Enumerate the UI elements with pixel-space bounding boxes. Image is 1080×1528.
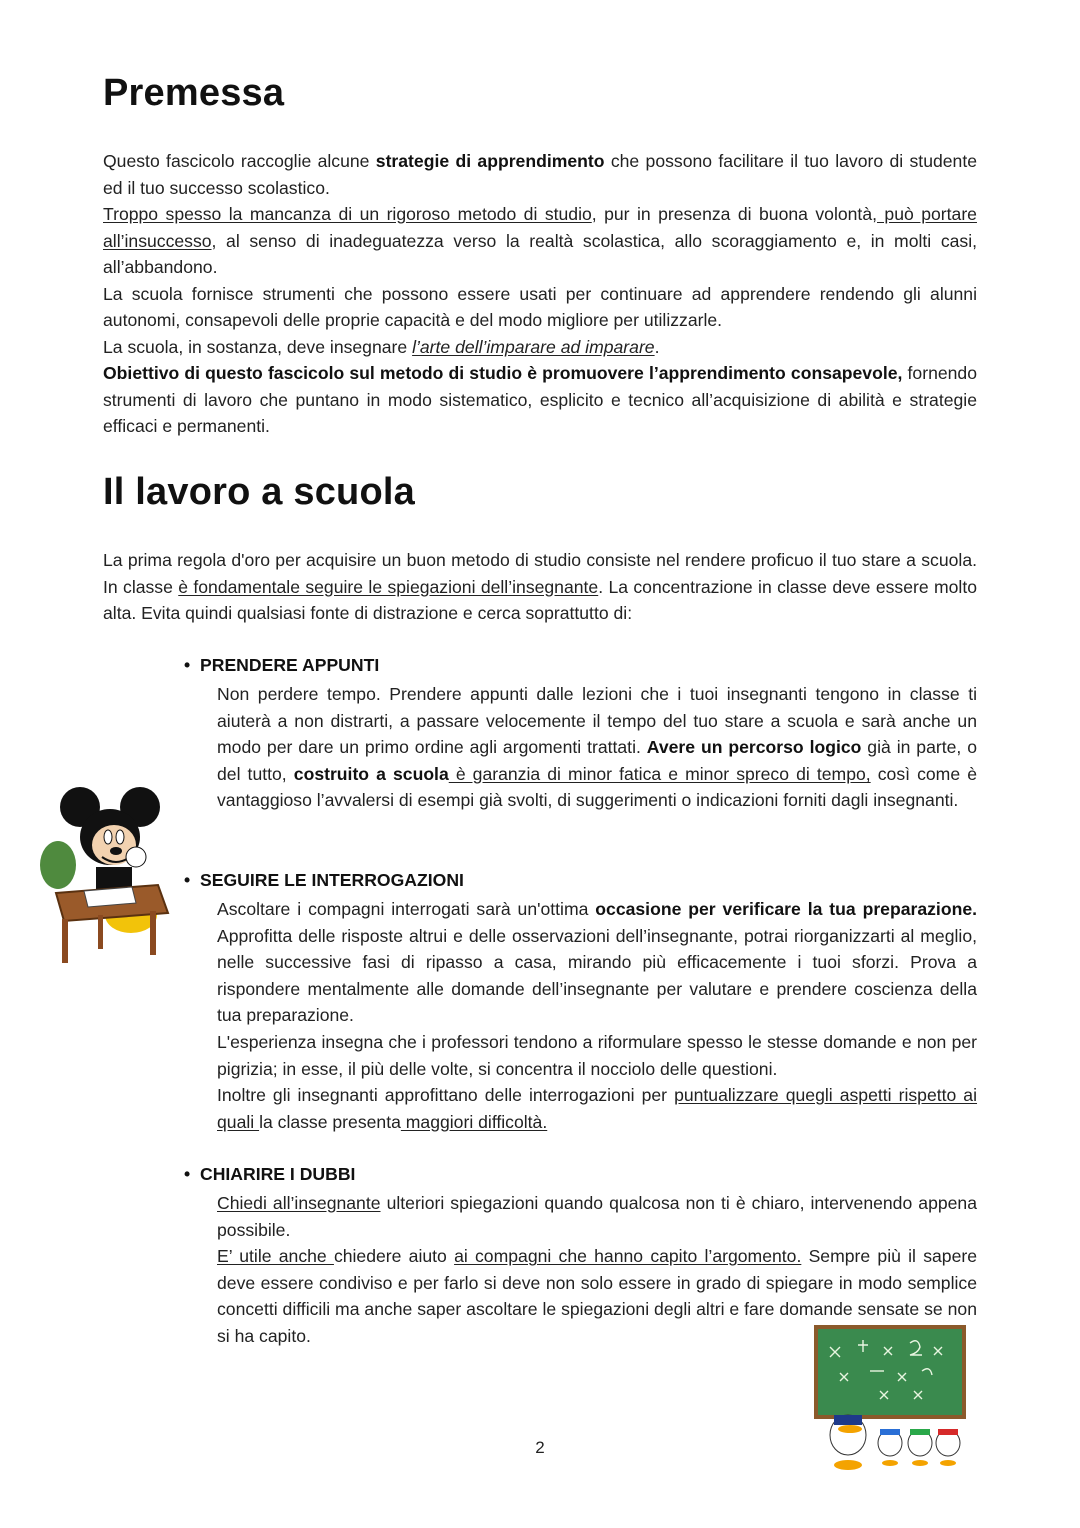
student-at-desk-illustration xyxy=(36,785,176,970)
lavoro-intro: La prima regola d'oro per acquisire un buon metodo di studio consiste nel rendere proficuo il tuo stare a scuola. In classe è fondamentale seguire le spiegazioni dell’insegnante. La concentrazione in classe deve essere molto alta. Evita quindi qualsiasi fonte di distrazione e cerca soprattutto di: xyxy=(103,550,977,623)
bullet-body-seguire-interrogazioni: Ascoltare i compagni interrogati sarà un'ottima occasione per verificare la tua preparazione. Approfitta delle risposte altrui e delle osservazioni dell’insegnante, potrai riorganizzarti al meglio, nelle successive fasi di ripasso a casa, mirando più efficacemente i tuoi sforzi. Prova a rispondere mentalmente alle domande dell’insegnante per valutare e prendere coscienza della tua preparazione. L'esperienza insegna che i professori tendono a riformulare spesso le stesse domande e non per pigrizia; in esse, il più delle volte, si concentra il nocciolo delle questioni. Inoltre gli insegnanti approfittano delle interrogazioni per puntualizzare quegli aspetti rispetto ai quali la classe presenta maggiori difficoltà. xyxy=(217,899,978,1132)
page-number: 2 xyxy=(535,1438,545,1457)
bullet-body-chiarire-dubbi: Chiedi all’insegnante ulteriori spiegazioni quando qualcosa non ti è chiaro, intervenendo appena possibile. E’ utile anche chiedere aiuto ai compagni che hanno capito l’argomento. Sempre più il sapere deve essere condiviso e per farlo si deve non solo essere in grado di spiegare in modo semplice concetti difficili ma anche saper ascoltare le spiegazioni degli altri e fare domande sensate se non si ha capito. xyxy=(217,1193,977,1346)
paragraph-3: La scuola fornisce strumenti che possono essere usati per continuare ad apprendere rendendo gli alunni autonomi, consapevoli delle proprie capacità e del modo migliore per utilizzarle. xyxy=(103,283,977,330)
paragraph-2: Troppo spesso la mancanza di un rigoroso metodo di studio, pur in presenza di buona volontà, può portare all’insuccesso, al senso di inadeguatezza verso la realtà scolastica, allo scoraggiamento e, in molti casi, all’abbandono. xyxy=(103,204,977,277)
bullet-title-prendere-appunti: • PRENDERE APPUNTI xyxy=(184,655,380,675)
heading-lavoro-a-scuola: Il lavoro a scuola xyxy=(103,471,415,513)
premessa-body xyxy=(103,148,977,440)
bullet-title-seguire-interrogazioni: • SEGUIRE LE INTERROGAZIONI xyxy=(184,870,464,890)
paragraph-4: La scuola, in sostanza, deve insegnare l’arte dell’imparare ad imparare. xyxy=(103,336,660,357)
paragraph-5: Obiettivo di questo fascicolo sul metodo di studio è promuovere l’apprendimento consapevole, fornendo strumenti di lavoro che puntano in modo sistematico, esplicito e tecnico all’acquisizione di abilità e strategie efficaci e permanenti. xyxy=(103,363,977,436)
bullet-title-chiarire-dubbi: • CHIARIRE I DUBBI xyxy=(184,1164,356,1184)
paragraph-1: Questo fascicolo raccoglie alcune strategie di apprendimento che possono facilitare il tuo lavoro di studente ed il tuo successo scolastico. xyxy=(103,151,978,198)
heading-premessa: Premessa xyxy=(103,72,285,114)
bullet-body-prendere-appunti: Non perdere tempo. Prendere appunti dalle lezioni che i tuoi insegnanti tengono in classe ti aiuterà a non distrarti, a passare velocemente il tempo del tuo stare a scuola e sarà anche un modo per dare un primo ordine agli argomenti trattati. Avere un percorso logico già in parte, o del tutto, costruito a scuola è garanzia di minor fatica e minor spreco di tempo, così come è vantaggioso l’avvalersi di esempi già svolti, di suggerimenti o indicazioni forniti dagli insegnanti. xyxy=(217,684,977,811)
